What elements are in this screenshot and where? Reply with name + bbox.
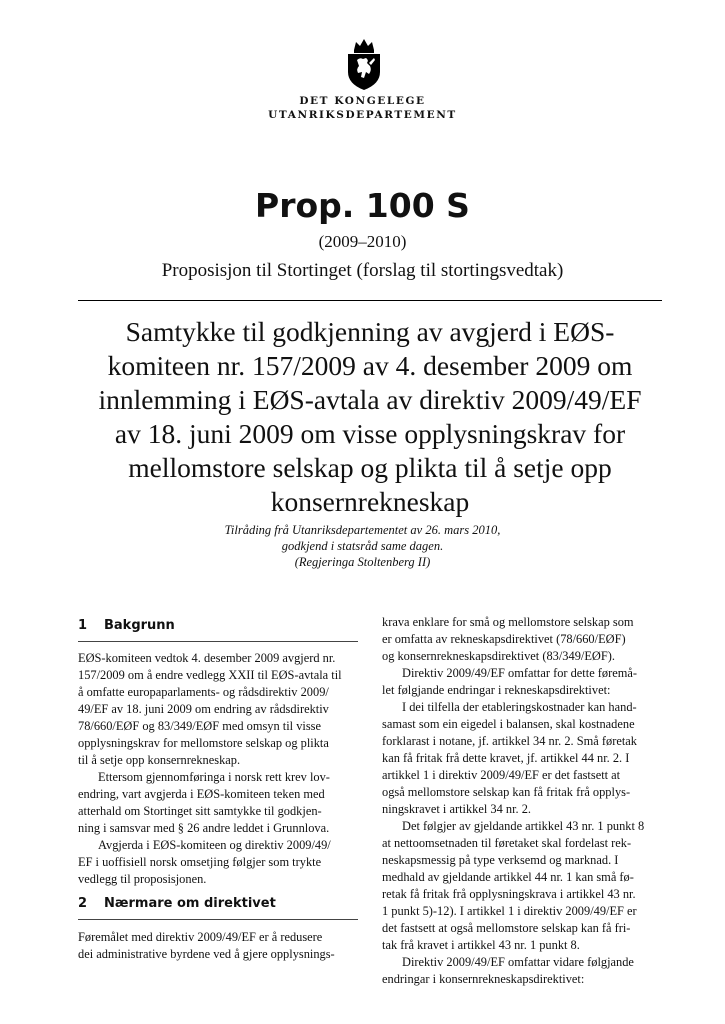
- text-line: at nettoomsetnaden til føretaket skal fordelast rek-: [382, 836, 632, 850]
- text-line: vedlegg til proposisjonen.: [78, 872, 207, 886]
- text-line: opplysningskrav for mellomstore selskap og plikta: [78, 736, 329, 750]
- text-line: medhald av gjeldande artikkel 44 nr. 1 kan små fø-: [382, 870, 634, 884]
- text-line: krava enklare for små og mellomstore selskap som: [382, 615, 634, 629]
- proposition-subtitle: Proposisjon til Stortinget (forslag til stortingsvedtak): [161, 260, 564, 281]
- text-line: EØS-komiteen vedtok 4. desember 2009 avgjerd nr.: [78, 651, 336, 665]
- document-title-line: mellomstore selskap og plikta til å setje opp: [128, 452, 612, 483]
- proposition-years: (2009–2010): [318, 232, 407, 251]
- document-title: [78, 315, 662, 519]
- approval-note: [0, 522, 725, 570]
- document-title-line: komiteen nr. 157/2009 av 4. desember 2009 om: [107, 350, 633, 381]
- text-line: neskapsmessig på type verksemd og marknad. I: [382, 853, 619, 867]
- section-body: [78, 650, 342, 888]
- text-line: 49/EF av 18. juni 2009 om endring av rådsdirektiv: [78, 702, 329, 716]
- text-line: atterhald om Stortinget sitt samtykke til godkjen-: [78, 804, 322, 818]
- text-line: artikkel 1 i direktiv 2009/49/EF er det fastsett at: [382, 768, 621, 782]
- text-line: tak frå kravet i artikkel 43 nr. 1 punkt 8.: [382, 938, 580, 952]
- text-line: Direktiv 2009/49/EF omfattar vidare følgjande: [402, 955, 634, 969]
- text-line: 157/2009 om å endre vedlegg XXII til EØS-avtala til: [78, 668, 342, 682]
- approval-line: (Regjeringa Stoltenberg II): [294, 555, 431, 569]
- document-title-line: Samtykke til godkjenning av avgjerd i EØS-: [125, 316, 615, 347]
- document-title-line: innlemming i EØS-avtala av direktiv 2009/49/EF: [98, 384, 642, 415]
- document-title-line: av 18. juni 2009 om visse opplysningskrav for: [114, 418, 626, 449]
- text-line: dei administrative byrdene ved å gjere opplysnings-: [78, 947, 335, 961]
- section-heading-direktivet: [78, 896, 276, 911]
- text-line: ning i samsvar med § 26 andre leddet i Grunnlova.: [78, 821, 330, 835]
- text-line: Avgjerda i EØS-komiteen og direktiv 2009/49/: [98, 838, 331, 852]
- section-divider: [78, 919, 358, 920]
- text-line: å omfatte europaparlaments- og rådsdirektiv 2009/: [78, 685, 329, 699]
- text-line: I dei tilfella der etableringskostnader kan hand-: [402, 700, 637, 714]
- section-heading-bakgrunn: [78, 618, 175, 633]
- title-divider: [78, 300, 662, 301]
- text-line: Føremålet med direktiv 2009/49/EF er å redusere: [78, 930, 323, 944]
- text-line: samast som ein eigedel i balansen, skal kostnadene: [382, 717, 635, 731]
- proposition-title: Prop. 100 S: [255, 186, 470, 225]
- text-line: Ettersom gjennomføringa i norsk rett krev lov-: [98, 770, 330, 784]
- coat-of-arms-icon: [342, 36, 386, 92]
- coat-of-arms-logo: [342, 36, 386, 92]
- document-title-line: konsernrekneskap: [270, 486, 470, 517]
- text-line: er omfatta av rekneskapsdirektivet (78/660/EØF): [382, 632, 626, 646]
- text-line: det fastsett at også mellomstore selskap kan få fri-: [382, 921, 631, 935]
- section-number: 1: [78, 618, 88, 633]
- section-number: 2: [78, 896, 88, 911]
- text-line: og konsernrekneskapsdirektivet (83/349/EØF).: [382, 649, 615, 663]
- section-title: Nærmare om direktivet: [104, 896, 276, 911]
- text-line: let følgjande endringar i rekneskapsdirektivet:: [382, 683, 611, 697]
- text-line: også mellomstore selskap kan få fritak frå opplys-: [382, 785, 631, 799]
- ministry-name-line1: DET KONGELEGE: [299, 95, 426, 107]
- text-line: forklarast i notane, jf. artikkel 34 nr. 2. Små føretak: [382, 734, 637, 748]
- approval-line: godkjend i statsråd same dagen.: [281, 539, 444, 553]
- text-line: ningskravet i artikkel 34 nr. 2.: [382, 802, 532, 816]
- text-line: 1 punkt 5)-12). I artikkel 1 i direktiv 2009/49/EF er: [382, 904, 637, 918]
- text-line: EF i uoffisiell norsk omsetjing følgjer som trykte: [78, 855, 322, 869]
- text-line: kan få fritak frå dette kravet, jf. artikkel 44 nr. 2. I: [382, 751, 630, 765]
- text-line: endringar i konsernrekneskapsdirektivet:: [382, 972, 585, 986]
- text-line: til å setje opp konsernrekneskap.: [78, 753, 241, 767]
- text-line: Direktiv 2009/49/EF omfattar for dette føremå-: [402, 666, 638, 680]
- section-body: [78, 929, 335, 963]
- right-column-body: [382, 614, 644, 988]
- text-line: retak få fritak frå opplysningskrava i artikkel 43 nr.: [382, 887, 636, 901]
- text-line: 78/660/EØF og 83/349/EØF med omsyn til visse: [78, 719, 322, 733]
- approval-line: Tilråding frå Utanriksdepartementet av 26. mars 2010,: [224, 523, 501, 537]
- ministry-name-line2: UTANRIKSDEPARTEMENT: [268, 109, 457, 121]
- text-line: Det følgjer av gjeldande artikkel 43 nr. 1 punkt 8: [402, 819, 645, 833]
- text-line: endring, vart avgjerda i EØS-komiteen teken med: [78, 787, 325, 801]
- section-divider: [78, 641, 358, 642]
- section-title: Bakgrunn: [104, 618, 175, 633]
